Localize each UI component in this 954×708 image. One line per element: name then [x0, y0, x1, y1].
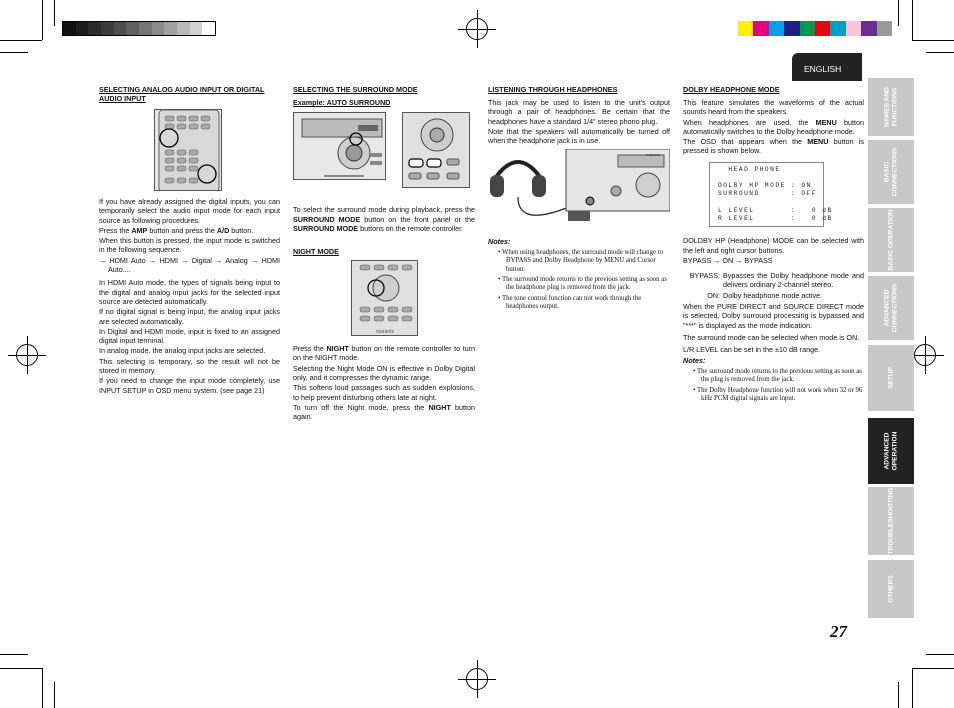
paragraph: When headphones are used, the MENU button automatically switches to the Dolby headphone mode. [683, 117, 865, 136]
gray-swatch [126, 22, 139, 35]
paragraph: L/R LEVEL can be set in the ±10 dB range. [683, 345, 821, 355]
crop-mark [0, 668, 42, 669]
column-surround-mode [293, 85, 475, 423]
sequence-text: → HDMI Auto → HDMI → Digital → Analog → HDMI Auto.... [99, 255, 280, 275]
section-tab-label: OTHERS [887, 575, 895, 603]
gray-swatch [76, 22, 89, 35]
paragraph: If you need to change the input mode completely, use INPUT SETUP in OSD menu system. (see page 21) [99, 376, 280, 395]
paragraph: In Digital and HDMI mode, input is fixed to an assigned digital input terminal. [99, 326, 280, 346]
gray-swatch [139, 22, 152, 35]
color-swatch [846, 21, 861, 36]
registration-mark-top [466, 18, 488, 40]
gray-swatch [164, 22, 177, 35]
paragraph: Press the AMP button and press the A/D button. [99, 225, 254, 235]
paragraph: When the PURE DIRECT and SOURCE DIRECT mode is selected, Dolby surround processing is bypassed and "***" is displayed as the mode indication. [683, 301, 864, 330]
remote-control-image [352, 261, 418, 336]
section-tab-label: BASIC CONNECTIONS [883, 147, 898, 197]
page-number: 27 [830, 622, 847, 641]
section-tab[interactable] [868, 78, 914, 136]
section-heading: LISTENING THROUGH HEADPHONES [488, 85, 618, 94]
color-swatch [738, 21, 753, 36]
section-tab[interactable] [868, 140, 914, 204]
notes-list [683, 368, 864, 404]
crop-mark [54, 682, 55, 708]
notes-title: Notes: [488, 237, 511, 247]
receiver-brand-label: marantz [645, 152, 660, 158]
crop-mark [912, 668, 913, 708]
section-tab[interactable] [868, 487, 914, 555]
paragraph: DOLDBY HP (Headphone) MODE can be selected with the left and right cursor buttons. [683, 236, 864, 255]
section-tab[interactable] [868, 560, 914, 618]
note-item: • The tone control function can not work through the headphones output. [498, 294, 642, 311]
paragraph: The surround mode can be selected when mode is ON. [683, 332, 860, 342]
crop-mark [0, 40, 42, 41]
section-tab-label: ADVANCED CONNECTIONS [883, 283, 898, 333]
example-label: Example: AUTO SURROUND [293, 98, 391, 107]
remote-surround-illustration [402, 112, 470, 188]
section-tab-label: TROUBLESHOOTING [887, 487, 895, 555]
notes-title: Notes: [683, 356, 706, 366]
paragraph: In HDMI Auto mode, the types of signals being input to the digital and analog input jacks for the selected input source are detected automatically. [99, 278, 280, 306]
note-item: • When using headphones, the surround mode will change to BYPASS and Dolby Headphone by MENU and Cursor button. [498, 248, 663, 273]
crop-mark [42, 0, 43, 40]
color-swatch [784, 21, 799, 36]
paragraph: Selecting the Night Mode ON is effective in Dolby Digital only, and it compresses the dynamic range. [293, 363, 475, 383]
crop-mark [912, 668, 954, 669]
front-panel-image [294, 113, 386, 180]
gray-swatch [202, 22, 215, 35]
gray-calibration-bar [62, 21, 216, 36]
paragraph: Note that the speakers will automatically be turned off when the headphone jack is in use. [488, 126, 670, 146]
paragraph: The OSD that appears when the MENU button is pressed is shown below. [683, 137, 864, 156]
definition-text: Bypasses the Dolby headphone mode and delivers ordinary 2-channel stereo. [723, 271, 864, 290]
column-headphones [488, 85, 670, 314]
section-tab[interactable] [868, 208, 914, 272]
paragraph: Press the NIGHT button on the remote controller to turn on the NIGHT mode. [293, 344, 476, 363]
language-label: ENGLISH [792, 53, 862, 81]
color-swatch [830, 21, 845, 36]
gray-swatch [114, 22, 127, 35]
paragraph: In analog mode, the analog input jacks are selected. [99, 346, 266, 356]
color-swatch [877, 21, 892, 36]
color-swatch [769, 21, 784, 36]
headphone-illustration [488, 149, 670, 231]
note-item: • The surround mode returns to the previous setting as soon as the plug is removed from the jack. [693, 367, 862, 384]
remote-control-image [155, 110, 222, 191]
paragraph: This feature simulates the waveforms of the actual sounds heard from the speakers. [683, 98, 864, 117]
gray-swatch [177, 22, 190, 35]
paragraph: If no digital signal is being input, the analog input jacks are selected automatically. [99, 307, 280, 326]
registration-mark-right [914, 344, 936, 366]
note-item: • The surround mode returns to the previous setting as soon as the headphone plug is removed from the jack. [498, 276, 667, 292]
paragraph: This jack may be used to listen to the unit's output through a pair of headphones. Be certain that the headphones have a standard 1/4" stereo phono plug. [488, 98, 670, 126]
section-tab[interactable] [868, 418, 914, 484]
headphone-receiver-image [488, 149, 670, 231]
paragraph: This selecting is temporary, so the result will not be stored in memory. [99, 356, 280, 376]
section-heading: DOLBY HEADPHONE MODE [683, 85, 780, 94]
gray-swatch [190, 22, 203, 35]
osd-screen: HEAD PHONE DOLBY HP MODE : ON SURROUND : OFF L LEVEL : 0 dB R LEVEL : 0 dB [709, 162, 824, 227]
color-swatch [861, 21, 876, 36]
gray-swatch [152, 22, 165, 35]
paragraph: This softens loud passages such as sudden explosions, to help prevent disturbing others late at night. [293, 383, 475, 402]
registration-mark-left [16, 344, 38, 366]
gray-swatch [88, 22, 101, 35]
definition-on [683, 291, 864, 300]
note-item: • The Dolby Headphone function will not work when 32 or 96 kHz PCM digital signals are input. [693, 386, 863, 402]
definition-label: ON: [707, 290, 720, 300]
section-heading: SELECTING THE SURROUND MODE [293, 85, 418, 94]
color-swatch [815, 21, 830, 36]
paragraph: If you have already assigned the digital inputs, you can temporarily select the audio input mode for each input source as following procedures. [99, 197, 280, 225]
definition-bypass [683, 271, 864, 290]
section-tab-label: SETUP [887, 367, 895, 389]
color-swatch [753, 21, 768, 36]
crop-mark [0, 654, 28, 655]
color-calibration-bar [738, 21, 892, 36]
remote-brand-label: marantz [375, 329, 395, 336]
section-heading: NIGHT MODE [293, 247, 339, 257]
paragraph: When this button is pressed, the input mode is switched in the following sequence. [99, 236, 280, 255]
section-tab[interactable] [868, 345, 914, 411]
section-heading: SELECTING ANALOG AUDIO INPUT OR DIGITAL AUDIO INPUT [99, 85, 265, 103]
remote-illustration [154, 109, 222, 191]
crop-mark [926, 52, 954, 53]
notes-list [488, 249, 670, 312]
crop-mark [898, 682, 899, 708]
color-swatch [800, 21, 815, 36]
section-tab-label: ADVANCED OPERATION [883, 431, 898, 471]
paragraph: To select the surround mode during playback, press the SURROUND MODE button on the front panel or the SURROUND MODE buttons on the remote controller. [293, 205, 475, 233]
section-tab[interactable] [868, 276, 914, 340]
crop-mark [912, 0, 913, 40]
crop-mark [912, 40, 954, 41]
front-panel-illustration [293, 112, 386, 180]
sequence-text: BYPASS → ON → BYPASS [683, 255, 773, 265]
remote-night-illustration [351, 260, 418, 336]
gray-swatch [63, 22, 76, 35]
definition-text: Dolby headphone mode active. [723, 290, 823, 300]
crop-mark [0, 52, 28, 53]
column-analog-digital-input [99, 85, 280, 396]
paragraph: To turn off the Night mode, press the NIGHT button again. [293, 402, 475, 422]
crop-mark [42, 668, 43, 708]
definition-label: BYPASS: [689, 271, 720, 281]
registration-mark-bottom [466, 668, 488, 690]
section-tab-label: NAMES AND FUNCTIONS [883, 87, 898, 127]
gray-swatch [101, 22, 114, 35]
crop-mark [898, 0, 899, 26]
column-dolby-headphone [683, 85, 864, 405]
crop-mark [54, 0, 55, 26]
remote-control-image [403, 113, 470, 188]
crop-mark [926, 654, 954, 655]
section-tab-label: BASIC OPERATION [887, 209, 895, 271]
